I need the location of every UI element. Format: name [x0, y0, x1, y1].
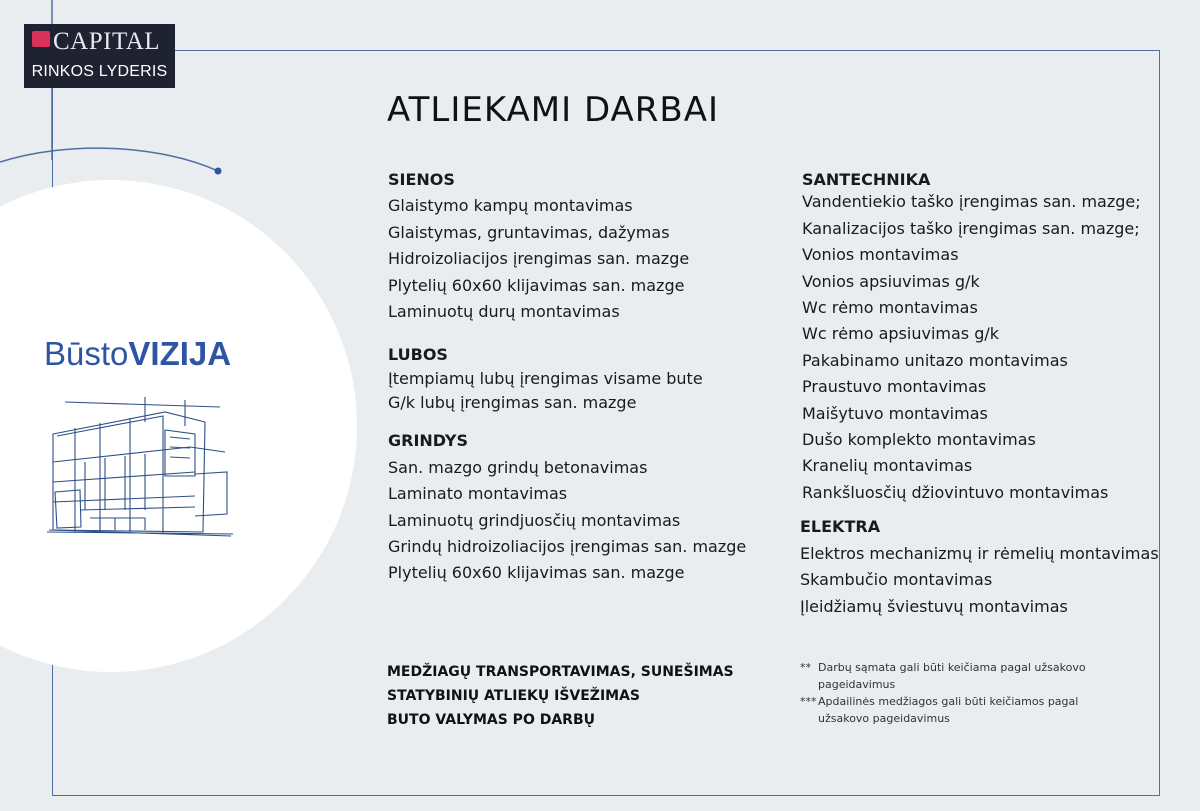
list-item: Laminuotų grindjuosčių montavimas — [388, 510, 681, 530]
section-heading: SIENOS — [388, 170, 455, 189]
section-heading: ELEKTRA — [800, 517, 881, 537]
list-item: Dušo komplekto montavimas — [802, 430, 1036, 450]
section-heading: SANTECHNIKA — [802, 170, 931, 189]
list-item: G/k lubų įrengimas san. mazge — [388, 393, 637, 413]
list-item: Hidroizoliacijos įrengimas san. mazge — [388, 249, 690, 269]
list-item: Įleidžiamų šviestuvų montavimas — [800, 596, 1068, 616]
list-item: Rankšluosčių džiovintuvo montavimas — [802, 482, 1109, 502]
page-title: ATLIEKAMI DARBAI — [387, 90, 720, 130]
list-item: Vandentiekio taško įrengimas san. mazge; — [802, 192, 1141, 212]
list-item: Vonios apsiuvimas g/k — [802, 271, 980, 291]
list-item: Įtempiamų lubų įrengimas visame bute — [388, 369, 703, 389]
footnote-text: Darbų sąmata gali būti keičiama pagal užsakovo pageidavimus — [818, 661, 1086, 691]
additional-services — [387, 660, 734, 732]
section-grindys — [388, 428, 746, 586]
section-santechnika — [802, 167, 1159, 506]
list-item: Praustuvo montavimas — [802, 377, 987, 397]
list-item: Wc rėmo montavimas — [802, 298, 978, 318]
list-item: Plytelių 60x60 klijavimas san. mazge — [388, 275, 685, 295]
footnote-text: Apdailinės medžiagos gali būti keičiamos pagal užsakovo pageidavimus — [818, 695, 1079, 725]
list-item: San. mazgo grindų betonavimas — [388, 457, 648, 477]
section-elektra — [800, 514, 1159, 620]
section-heading: LUBOS — [388, 345, 448, 365]
list-item: Glaistymas, gruntavimas, dažymas — [388, 222, 670, 242]
capital-logo — [24, 24, 175, 88]
brand-prefix: Būsto — [44, 335, 129, 372]
list-item: Kranelių montavimas — [802, 456, 973, 476]
list-item: Wc rėmo apsiuvimas g/k — [802, 324, 1000, 344]
section-lubos — [388, 343, 746, 415]
list-item: Laminuotų durų montavimas — [388, 302, 620, 322]
footnote-mark: ** — [800, 661, 811, 674]
list-item: Skambučio montavimas — [800, 570, 993, 590]
list-item: Plytelių 60x60 klijavimas san. mazge — [388, 563, 685, 583]
list-item: Kanalizacijos taško įrengimas san. mazge; — [802, 218, 1140, 238]
left-work-column — [388, 167, 746, 587]
logo-badge-icon — [32, 31, 50, 47]
busto-vizija-brand — [44, 335, 231, 373]
footnotes — [800, 659, 1130, 727]
list-item: Vonios montavimas — [802, 245, 959, 265]
list-item: Maišytuvo montavimas — [802, 403, 988, 423]
logo-bottom-text: RINKOS LYDERIS — [31, 63, 168, 80]
footnote — [800, 693, 1130, 727]
section-sienos — [388, 167, 746, 325]
logo-top-text: CAPITAL — [53, 28, 161, 55]
right-work-column — [802, 167, 1159, 620]
section-heading: GRINDYS — [388, 431, 469, 451]
list-item: Elektros mechanizmų ir rėmelių montavimas — [800, 543, 1159, 563]
service-line: MEDŽIAGŲ TRANSPORTAVIMAS, SUNEŠIMAS — [387, 664, 734, 680]
building-sketch-icon — [45, 392, 235, 542]
service-line: BUTO VALYMAS PO DARBŲ — [387, 712, 595, 728]
list-item: Glaistymo kampų montavimas — [388, 196, 633, 216]
list-item: Pakabinamo unitazo montavimas — [802, 350, 1068, 370]
list-item: Grindų hidroizoliacijos įrengimas san. mazge — [388, 537, 747, 557]
footnote — [800, 659, 1130, 693]
list-item: Laminato montavimas — [388, 484, 568, 504]
footnote-mark: *** — [800, 695, 817, 708]
brand-suffix: VIZIJA — [128, 335, 232, 372]
service-line: STATYBINIŲ ATLIEKŲ IŠVEŽIMAS — [387, 688, 641, 704]
